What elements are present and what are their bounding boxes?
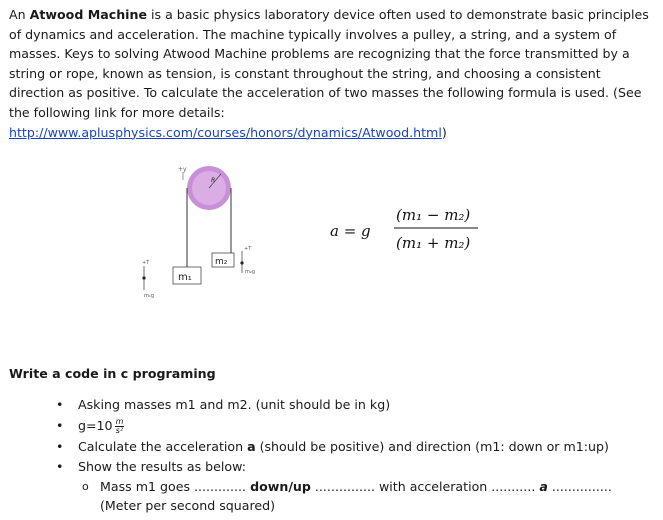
req-calc-a: a — [247, 439, 256, 454]
atwood-term: Atwood Machine — [29, 7, 147, 22]
radius-label: R — [211, 177, 216, 184]
mass-m1-label: m₁ — [178, 272, 192, 283]
requirements-list — [54, 395, 654, 515]
list-item — [54, 437, 654, 457]
result-format-list — [78, 477, 654, 515]
formula-lhs: a = g — [330, 222, 371, 240]
formula-denominator: (m₁ + m₂) — [396, 234, 471, 252]
circle-bullet-icon: o — [82, 480, 89, 493]
bullet-icon: • — [56, 459, 64, 474]
gravity-unit-den: s² — [115, 426, 124, 435]
result-direction: down/up — [250, 479, 311, 494]
intro-text-1: An — [9, 7, 30, 22]
req-masses: Asking masses m1 and m2. (unit should be in kg) — [78, 397, 391, 412]
gravity-unit-num: m — [115, 417, 124, 426]
m1-tension-label: +T — [142, 260, 150, 266]
intro-paragraph — [9, 5, 655, 142]
m2-weight-label: m₂g — [245, 269, 256, 275]
m2-tension-label: +T — [244, 246, 252, 252]
bullet-icon: • — [56, 439, 64, 454]
m1-weight-label: m₁g — [144, 293, 155, 299]
bullet-icon: • — [56, 418, 64, 433]
gravity-unit — [115, 418, 125, 435]
req-show: Show the results as below: — [78, 459, 246, 474]
list-item — [78, 477, 654, 515]
result-tail: ............... — [547, 479, 612, 494]
intro-text-3: ) — [441, 124, 447, 140]
plus-y-label: +y — [178, 166, 187, 173]
atwood-link[interactable]: http://www.aplusphysics.com/courses/honors/dynamics/Atwood.html — [9, 124, 442, 140]
list-item — [54, 415, 654, 437]
atwood-diagram — [125, 160, 285, 310]
req-calc-pre: Calculate the acceleration — [78, 439, 248, 454]
task-heading: Write a code in c programing — [9, 366, 216, 381]
list-item — [54, 395, 654, 415]
req-calc-post: (should be positive) and direction (m1: down or m1:up) — [255, 439, 609, 454]
bullet-icon: • — [56, 397, 64, 412]
intro-text-2: is a basic physics laboratory device often used to demonstrate basic principles of dynamics and acceleration. The machine typically involves a pulley, a string, and a system of masses. Keys to solving Atwood Machine problems are recognizing that the force transmitted by a string or rope, known as tension, is constant throughout the string, and choosing a consistent direction as positive. To calculate the acceleration of two masses the following formula is used. (See the following link for more details: — [9, 7, 649, 120]
result-a: a — [539, 479, 548, 494]
acceleration-formula — [330, 192, 510, 262]
result-pre: Mass m1 goes ............. — [100, 479, 251, 494]
mass-m2-label: m₂ — [215, 257, 228, 267]
formula-numerator: (m₁ − m₂) — [396, 206, 471, 224]
result-mid: ............... with acceleration ........... — [310, 479, 540, 494]
result-unit: (Meter per second squared) — [100, 498, 276, 513]
req-gravity: g=10 — [78, 418, 113, 433]
list-item — [54, 457, 654, 515]
